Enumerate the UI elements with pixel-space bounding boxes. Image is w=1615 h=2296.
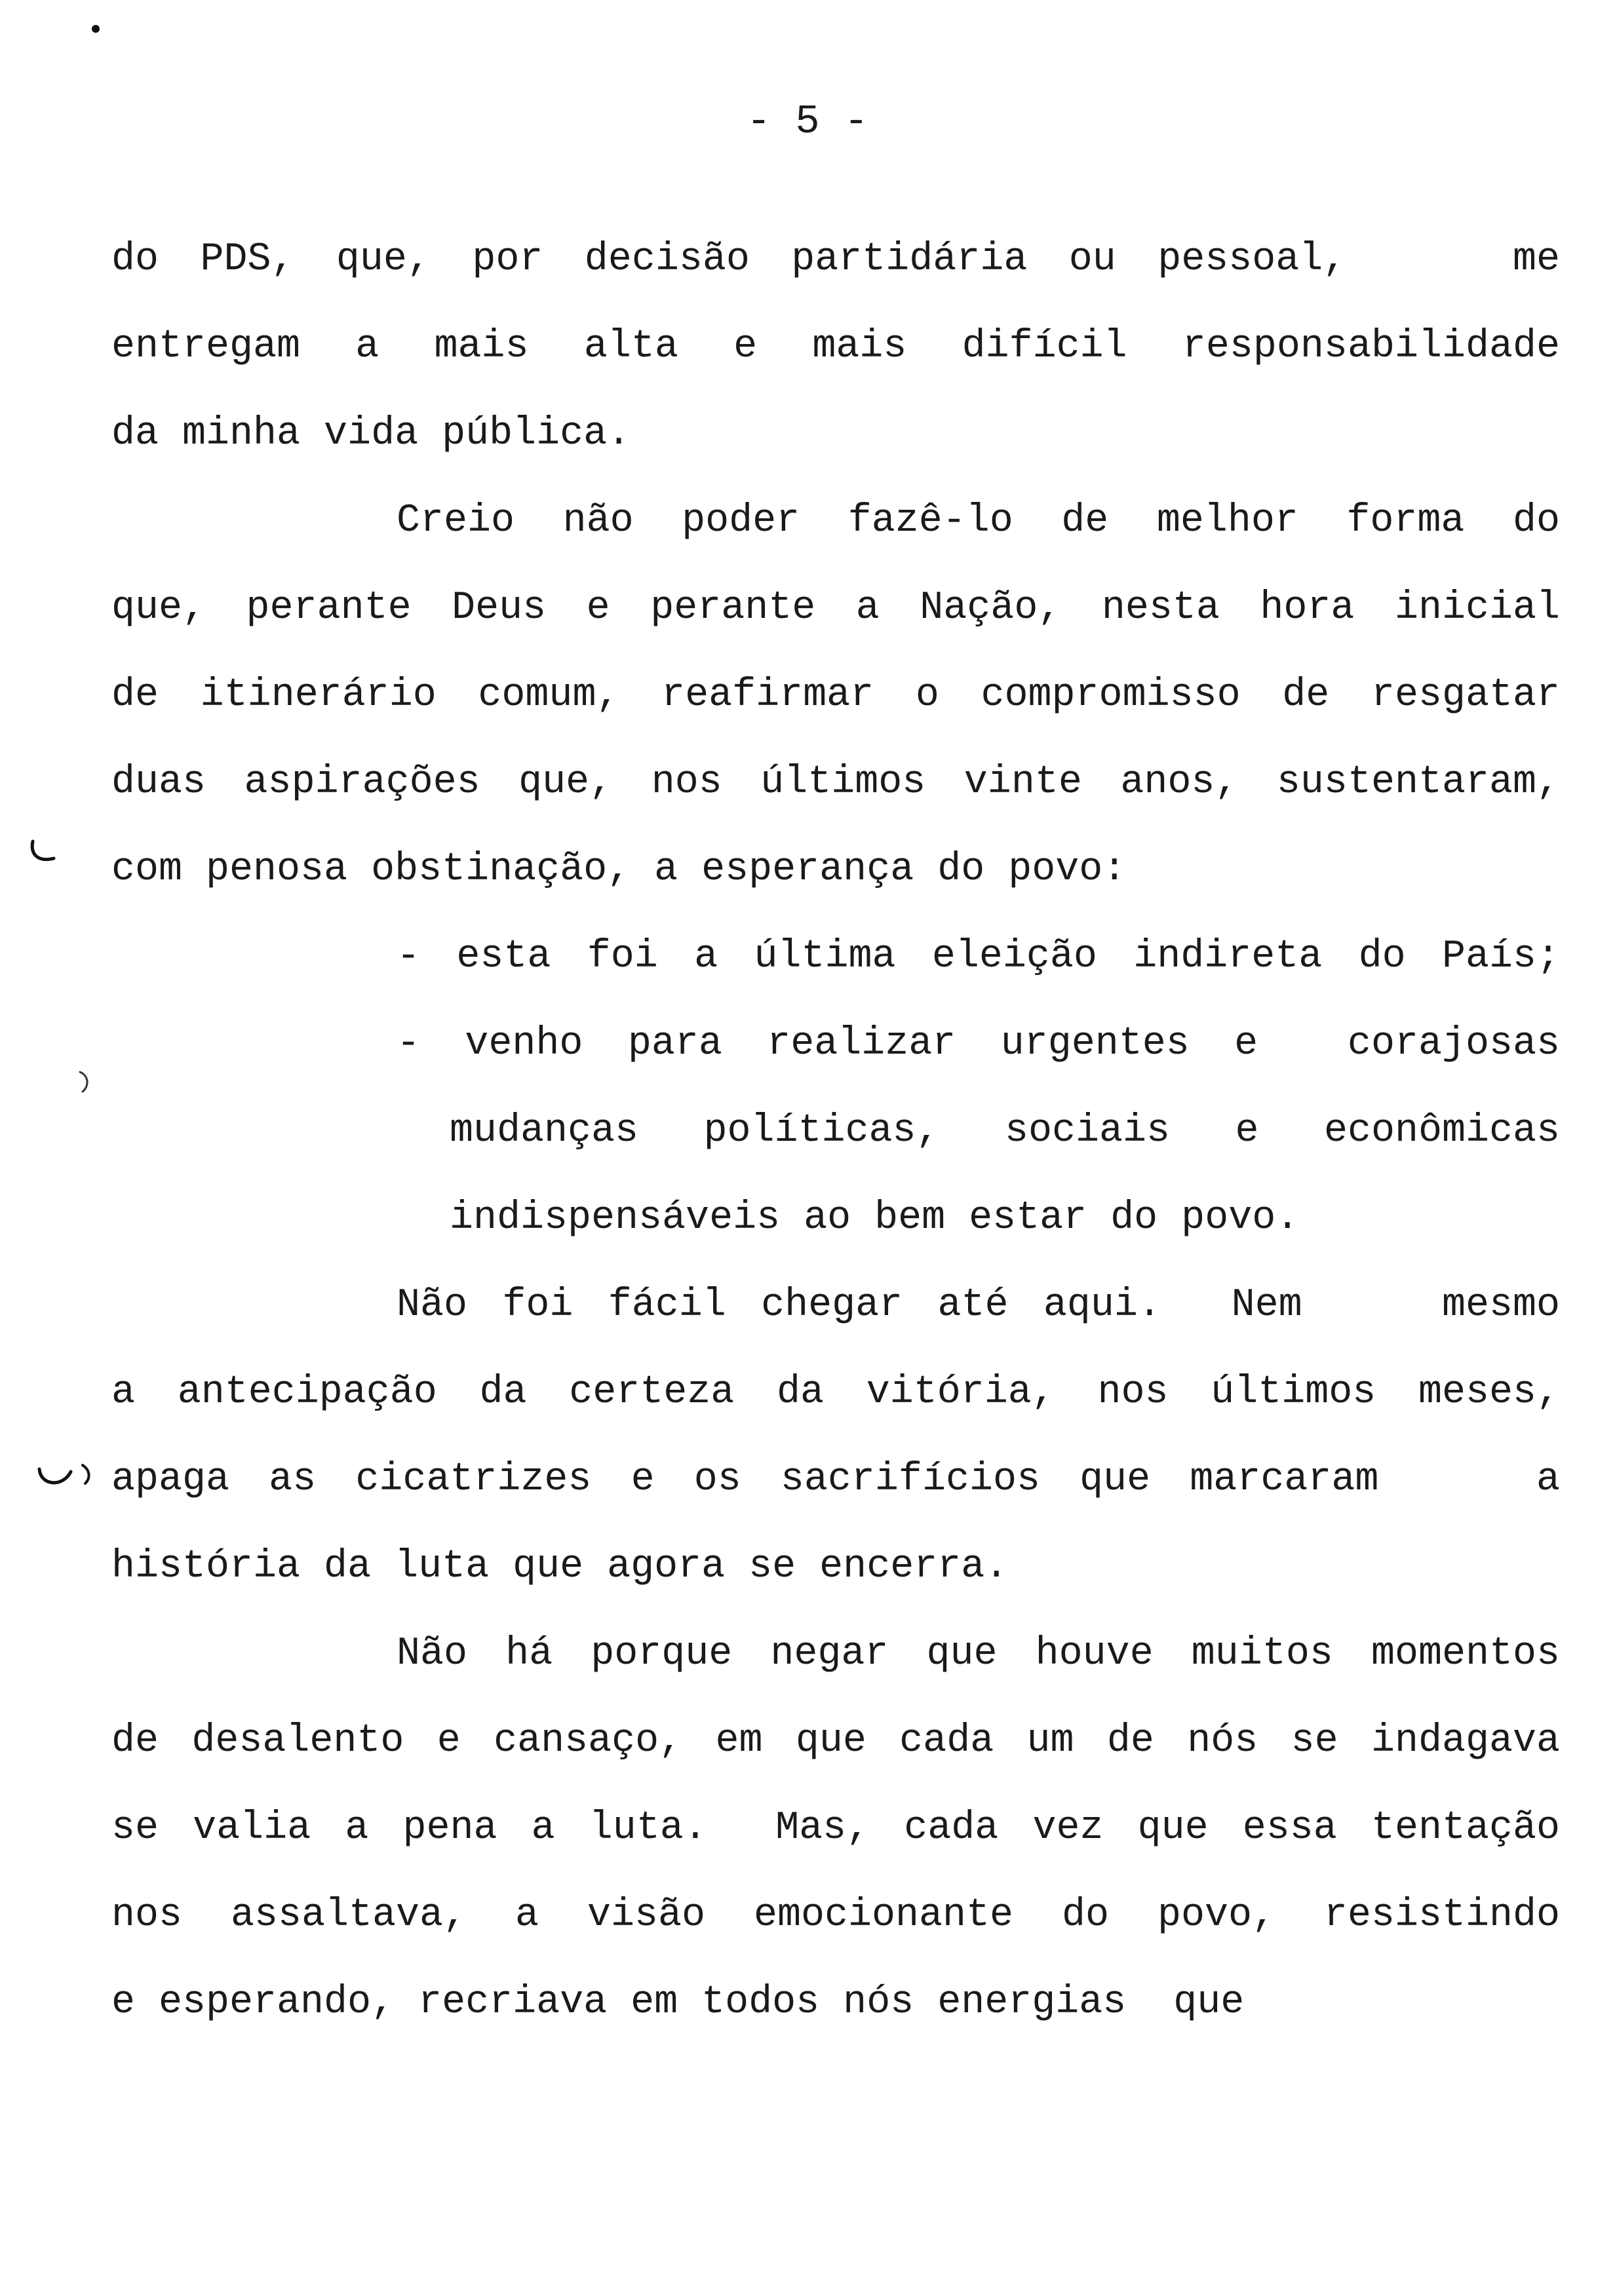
margin-paren-mark [72,1068,100,1096]
list-item-continuation: indispensáveis ao bem estar do povo. [450,1196,1300,1240]
text-line: nos assaltava, a visão emocionante do povo, resistindo [111,1893,1560,1938]
text-line: entregam a mais alta e mais difícil responsabilidade [111,324,1560,369]
text-line: se valia a pena a luta. Mas, cada vez que essa tentação [111,1806,1560,1850]
text-line: com penosa obstinação, a esperança do povo: [111,847,1127,892]
margin-check-mark [29,839,56,866]
list-item: - esta foi a última eleição indireta do País; [397,934,1560,979]
page-number: - 5 - [746,98,869,145]
list-item: - venho para realizar urgentes e corajosas [397,1022,1560,1066]
text-line: que, perante Deus e perante a Nação, nesta hora inicial [111,586,1560,630]
text-line: duas aspirações que, nos últimos vinte anos, sustentaram, [111,760,1560,805]
text-line: da minha vida pública. [111,411,631,456]
text-line: apaga as cicatrizes e os sacrifícios que marcaram a [111,1457,1560,1502]
margin-curve-mark [34,1461,106,1489]
ink-dot [92,25,100,33]
text-line: a antecipação da certeza da vitória, nos últimos meses, [111,1370,1560,1415]
list-item-continuation: mudanças políticas, sociais e econômicas [450,1109,1560,1153]
text-line: Não há porque negar que houve muitos momentos [397,1632,1560,1676]
text-line: de desalento e cansaço, em que cada um de nós se indagava [111,1719,1560,1763]
text-line: do PDS, que, por decisão partidária ou pessoal, me [111,237,1560,282]
text-line: Creio não poder fazê-lo de melhor forma do [397,499,1560,543]
text-line: história da luta que agora se encerra. [111,1544,1009,1589]
text-line: Não foi fácil chegar até aqui. Nem mesmo [397,1283,1560,1328]
text-line: de itinerário comum, reafirmar o compromisso de resgatar [111,673,1560,718]
body-text [111,233,1560,2063]
text-line: e esperando, recriava em todos nós energias que [111,1980,1245,2025]
